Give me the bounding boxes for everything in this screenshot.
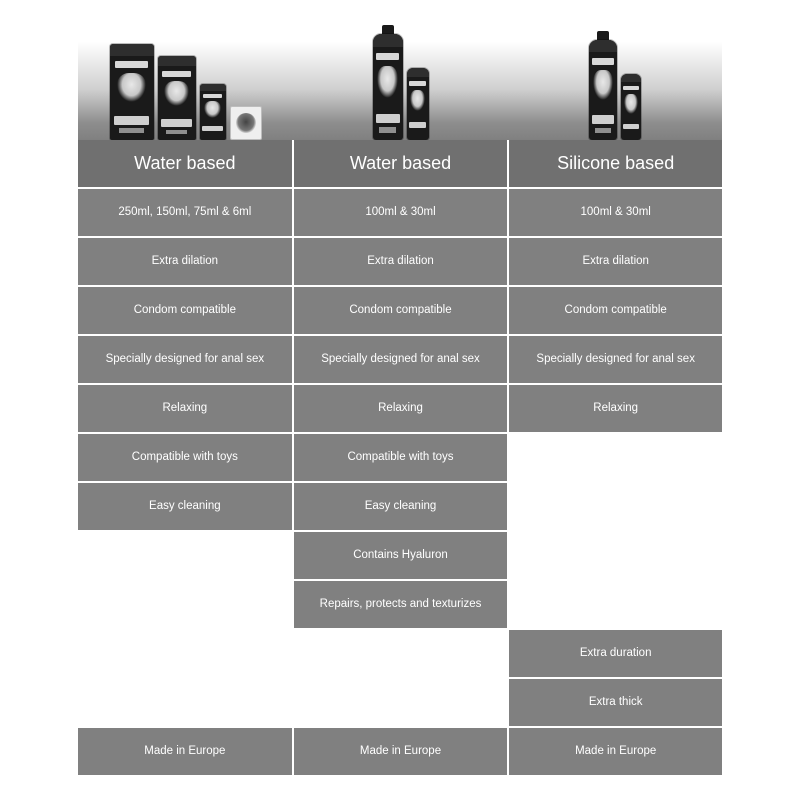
tube-icon [110, 44, 154, 140]
feature-cell-empty [78, 581, 292, 628]
table-row [78, 189, 722, 236]
product-bottle-large [589, 40, 617, 140]
feature-cell: 100ml & 30ml [509, 189, 722, 236]
feature-cell: Compatible with toys [294, 434, 508, 481]
table-row [78, 532, 722, 579]
feature-cell: Relaxing [78, 385, 292, 432]
feature-cell: Relaxing [294, 385, 508, 432]
feature-cell: Contains Hyaluron [294, 532, 508, 579]
feature-cell: Repairs, protects and texturizes [294, 581, 508, 628]
product-bottle-small [621, 74, 641, 140]
feature-cell: Made in Europe [294, 728, 508, 775]
product-hero-band [78, 20, 722, 140]
tube-icon [158, 56, 196, 140]
table-row [78, 483, 722, 530]
sachet-icon [230, 106, 262, 140]
table-row [78, 287, 722, 334]
column-title-3: Silicone based [509, 140, 722, 187]
feature-cell: Easy cleaning [78, 483, 292, 530]
feature-cell-empty [78, 679, 292, 726]
bottle-icon [407, 68, 429, 140]
table-row [78, 630, 722, 677]
product-tube-medium [158, 56, 196, 140]
feature-cell: Made in Europe [509, 728, 722, 775]
table-row [78, 581, 722, 628]
table-row [78, 728, 722, 775]
product-bottle-large [373, 34, 403, 140]
table-row [78, 434, 722, 481]
table-row [78, 385, 722, 432]
product-tube-small [200, 84, 226, 140]
column-title-1: Water based [78, 140, 292, 187]
feature-cell-empty [78, 630, 292, 677]
feature-cell: 100ml & 30ml [294, 189, 508, 236]
table-row [78, 336, 722, 383]
feature-cell-empty [294, 679, 508, 726]
bottle-icon [589, 40, 617, 140]
feature-cell: Extra dilation [294, 238, 508, 285]
bottle-icon [373, 34, 403, 140]
product-group-silicone-bottles [508, 40, 722, 140]
feature-cell: Compatible with toys [78, 434, 292, 481]
feature-cell-empty [509, 581, 722, 628]
comparison-table [78, 140, 722, 775]
feature-cell: Condom compatible [509, 287, 722, 334]
feature-cell-empty [78, 532, 292, 579]
product-sachet [230, 106, 262, 140]
feature-cell-empty [509, 532, 722, 579]
feature-cell: Specially designed for anal sex [294, 336, 508, 383]
feature-cell: Extra dilation [78, 238, 292, 285]
feature-cell: Specially designed for anal sex [78, 336, 292, 383]
feature-cell: Specially designed for anal sex [509, 336, 722, 383]
table-row [78, 238, 722, 285]
feature-cell: Extra duration [509, 630, 722, 677]
feature-cell: Easy cleaning [294, 483, 508, 530]
feature-cell: Relaxing [509, 385, 722, 432]
feature-cell: Extra thick [509, 679, 722, 726]
table-header-row [78, 140, 722, 187]
product-bottle-small [407, 68, 429, 140]
feature-cell: Made in Europe [78, 728, 292, 775]
feature-cell: Extra dilation [509, 238, 722, 285]
feature-cell-empty [294, 630, 508, 677]
feature-cell: 250ml, 150ml, 75ml & 6ml [78, 189, 292, 236]
tube-icon [200, 84, 226, 140]
bottle-icon [621, 74, 641, 140]
feature-cell: Condom compatible [78, 287, 292, 334]
feature-cell: Condom compatible [294, 287, 508, 334]
product-group-water-bottles [293, 34, 508, 140]
product-group-water-tubes [78, 44, 293, 140]
column-title-2: Water based [294, 140, 508, 187]
feature-cell-empty [509, 434, 722, 481]
feature-cell-empty [509, 483, 722, 530]
product-tube-large [110, 44, 154, 140]
table-row [78, 679, 722, 726]
